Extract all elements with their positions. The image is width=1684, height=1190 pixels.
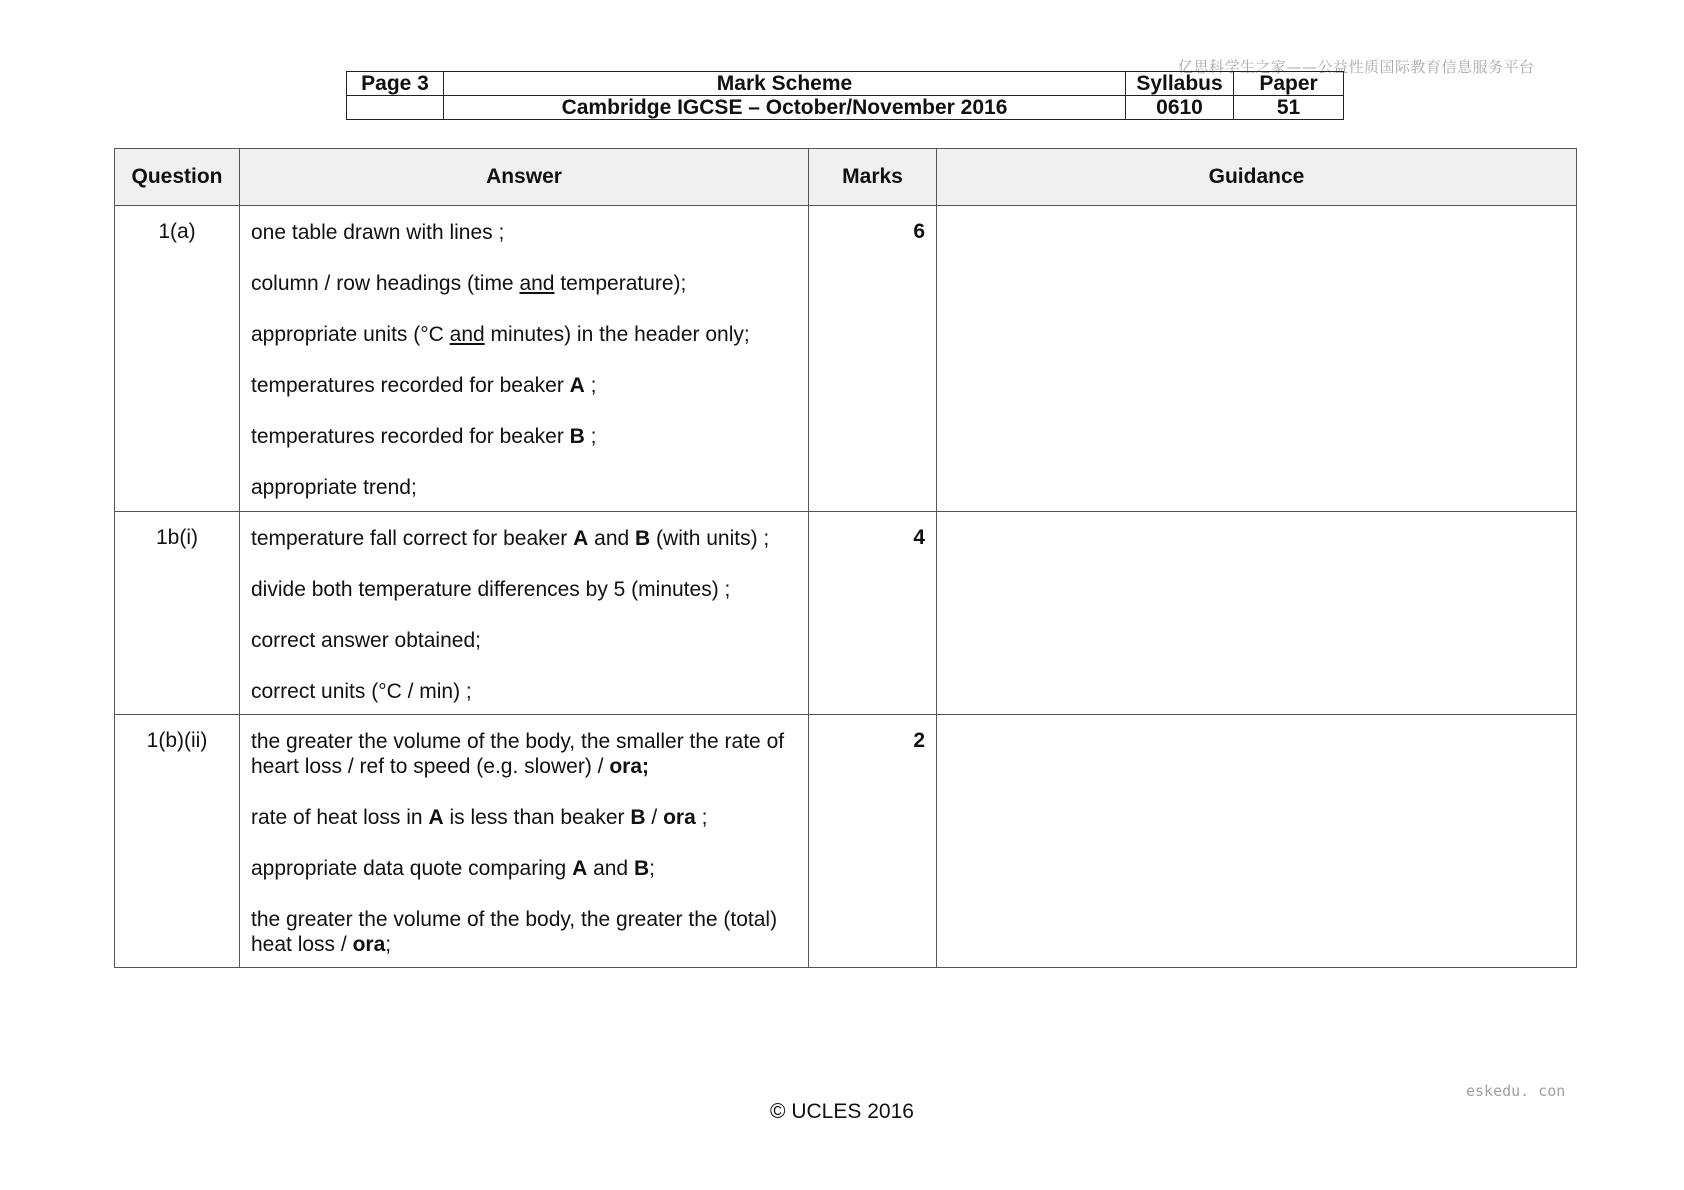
answer-cell [240, 715, 809, 968]
watermark-bottom-text: eskedu. con [1466, 1082, 1566, 1100]
question-number: 1(a) [115, 206, 240, 512]
marks-value: 6 [809, 206, 937, 512]
answer-cell [240, 512, 809, 715]
answer-line: temperatures recorded for beaker B ; [251, 425, 597, 448]
table-row [115, 715, 1577, 968]
answer-line: temperatures recorded for beaker A ; [251, 374, 597, 397]
column-header-question: Question [115, 149, 240, 206]
marks-value: 2 [809, 715, 937, 968]
answer-line: appropriate trend; [251, 476, 417, 499]
answer-line: appropriate units (°C and minutes) in the header only; [251, 323, 750, 346]
marks-value: 4 [809, 512, 937, 715]
empty-cell [347, 96, 444, 120]
answer-line: temperature fall correct for beaker A and B (with units) ; [251, 527, 770, 550]
table-row [115, 512, 1577, 715]
table-row [115, 206, 1577, 512]
answer-line: appropriate data quote comparing A and B; [251, 857, 655, 880]
syllabus-code: 0610 [1126, 96, 1234, 120]
question-number: 1b(i) [115, 512, 240, 715]
answer-line: correct units (°C / min) ; [251, 680, 472, 703]
column-header-answer: Answer [240, 149, 809, 206]
answer-line: correct answer obtained; [251, 629, 481, 652]
guidance-cell [937, 715, 1577, 968]
paper-label: Paper [1234, 72, 1344, 96]
document-header-table [346, 71, 1344, 120]
answer-line: rate of heat loss in A is less than beaker B / ora ; [251, 806, 708, 829]
syllabus-label: Syllabus [1126, 72, 1234, 96]
column-header-marks: Marks [809, 149, 937, 206]
page-number: Page 3 [347, 72, 444, 96]
guidance-cell [937, 512, 1577, 715]
mark-scheme-table [114, 148, 1577, 968]
answer-cell [240, 206, 809, 512]
copyright-footer: © UCLES 2016 [770, 1100, 914, 1123]
exam-name: Cambridge IGCSE – October/November 2016 [444, 96, 1126, 120]
answer-line: the greater the volume of the body, the greater the (total) heat loss / ora; [251, 908, 778, 956]
answer-line: column / row headings (time and temperature); [251, 272, 687, 295]
answer-line: divide both temperature differences by 5 (minutes) ; [251, 578, 731, 601]
document-title: Mark Scheme [444, 72, 1126, 96]
paper-number: 51 [1234, 96, 1344, 120]
question-number: 1(b)(ii) [115, 715, 240, 968]
column-header-guidance: Guidance [937, 149, 1577, 206]
answer-line: one table drawn with lines ; [251, 221, 505, 244]
guidance-cell [937, 206, 1577, 512]
table-header-row [115, 149, 1577, 206]
answer-line: the greater the volume of the body, the smaller the rate of heart loss / ref to speed (e.g. slower) / ora; [251, 730, 785, 778]
watermark-top-text: 亿思科学生之家——公益性质国际教育信息服务平台 [1178, 58, 1535, 76]
